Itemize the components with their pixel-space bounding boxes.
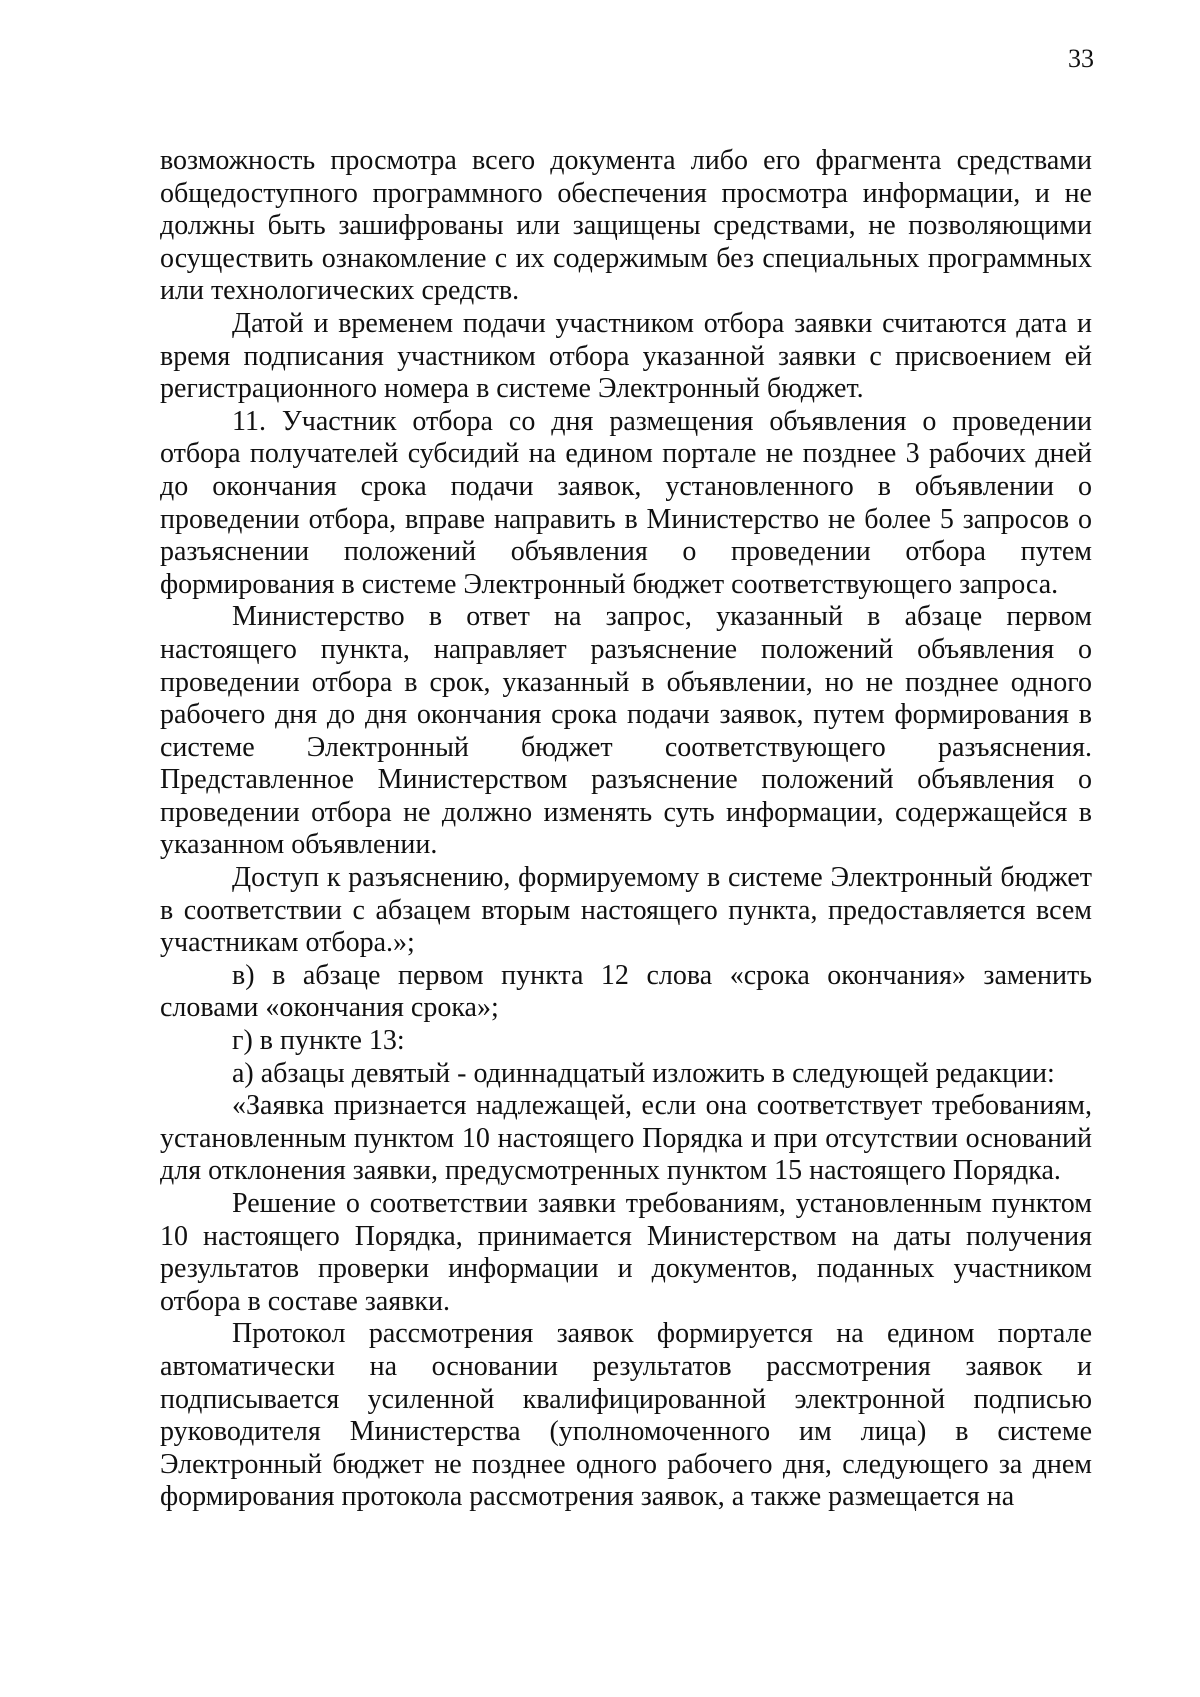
paragraph: Министерство в ответ на запрос, указанный в абзаце первом настоящего пункта, направляет разъяснение положений объявления о проведении отбора в срок, указанный в объявлении, но не позднее одного рабочего дня до дня окончания срока подачи заявок, путем формирования в системе Электронный бюджет соответствующего разъяснения. Представленное Министерством разъяснение положений объявления о проведении отбора не должно изменять суть информации, содержащейся в указанном объявлении. [160,601,1092,861]
paragraph: Решение о соответствии заявки требованиям, установленным пунктом 10 настоящего Порядка, принимается Министерством на даты получения результатов проверки информации и документов, поданных участником отбора в составе заявки. [160,1188,1092,1317]
page-number: 33 [1068,44,1094,73]
paragraph: Датой и временем подачи участником отбора заявки считаются дата и время подписания участником отбора указанной заявки с присвоением ей регистрационного номера в системе Электронный бюджет. [160,307,1092,405]
paragraph: «Заявка признается надлежащей, если она соответствует требованиям, установленным пунктом 10 настоящего Порядка и при отсутствии оснований для отклонения заявки, предусмотренных пунктом 15 настоящего Порядка. [160,1090,1092,1187]
paragraph: в) в абзаце первом пункта 12 слова «срока окончания» заменить словами «окончания срока»; [160,959,1092,1024]
paragraph: Протокол рассмотрения заявок формируется на едином портале автоматически на основании результатов рассмотрения заявок и подписывается усиленной квалифицированной электронной подписью руководителя Министерства (уполномоченного им лица) в системе Электронный бюджет не позднее одного рабочего дня, следующего за днем формирования протокола рассмотрения заявок, а также размещается на [160,1318,1092,1513]
paragraph: 11. Участник отбора со дня размещения объявления о проведении отбора получателей субсидий на едином портале не позднее 3 рабочих дней до окончания срока подачи заявок, установленного в объявлении о проведении отбора, вправе направить в Министерство не более 5 запросов о разъяснении положений объявления о проведении отбора путем формирования в системе Электронный бюджет соответствующего запроса. [160,405,1092,600]
paragraph: а) абзацы девятый - одиннадцатый изложить в следующей редакции: [232,1057,1055,1089]
document-body [160,145,1092,1514]
paragraph: г) в пункте 13: [232,1025,405,1057]
paragraph: возможность просмотра всего документа либо его фрагмента средствами общедоступного программного обеспечения просмотра информации, и не должны быть зашифрованы или защищены средствами, не позволяющими осуществить ознакомление с их содержимым без специальных программных или технологических средств. [160,145,1092,307]
paragraph: Доступ к разъяснению, формируемому в системе Электронный бюджет в соответствии с абзацем вторым настоящего пункта, предоставляется всем участникам отбора.»; [160,862,1092,959]
